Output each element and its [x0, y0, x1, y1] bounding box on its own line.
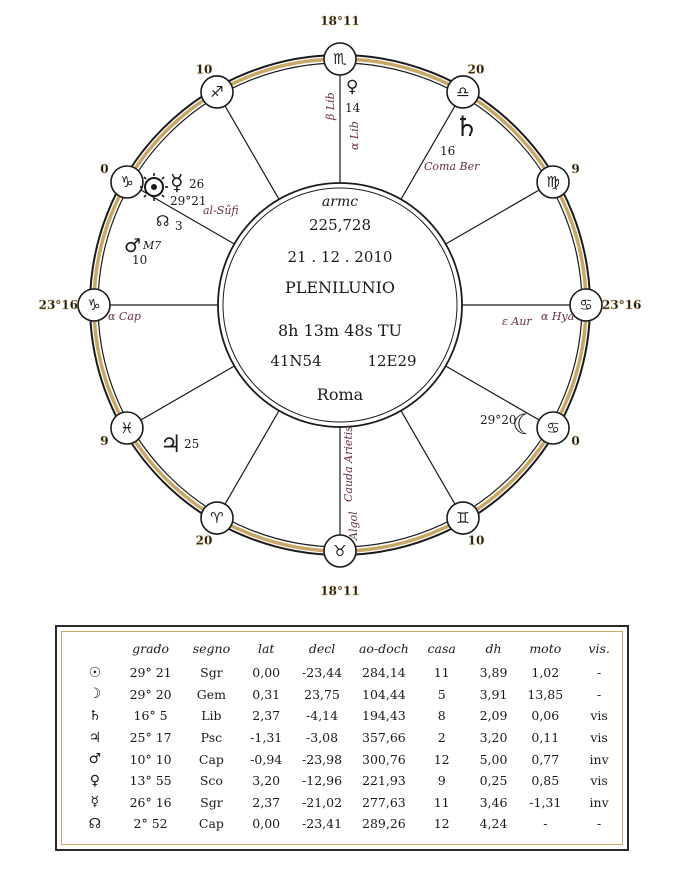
- mars-icon: ♂: [124, 235, 142, 257]
- latitude: 41N54: [270, 352, 322, 370]
- cell-dh: 3,91: [479, 686, 508, 702]
- cell-decl: -3,08: [306, 730, 339, 746]
- cell-vis: -: [597, 665, 602, 681]
- mercury-icon: ☿: [170, 171, 184, 196]
- cell-vis: -: [597, 686, 602, 702]
- virgo-icon: [537, 166, 569, 198]
- star-alpha-cap: α Cap: [108, 310, 141, 323]
- house-spoke: [219, 95, 279, 199]
- svg-text:♉: ♉: [333, 542, 347, 560]
- sun-icon: [140, 173, 168, 201]
- cell-decl: -21,02: [302, 794, 343, 810]
- cell-ao-doch: 221,93: [362, 773, 406, 789]
- cell-vis: inv: [589, 751, 609, 767]
- star-epsilon-aur: ε Aur: [502, 315, 532, 328]
- venus-degree: 14: [345, 101, 361, 115]
- cusp-degree-label: 9: [100, 434, 109, 448]
- star-alpha-lib: α Lib: [348, 121, 361, 150]
- cell-lat: 3,20: [252, 773, 281, 789]
- cell-moto: 1,02: [531, 665, 560, 681]
- cell-dh: 4,24: [479, 816, 508, 832]
- cell-lat: 0,00: [252, 665, 281, 681]
- cell-decl: -23,98: [302, 751, 343, 767]
- chart-date: 21 . 12 . 2010: [287, 248, 393, 266]
- cell-decl: -23,41: [302, 816, 343, 832]
- cell-grado: 25° 17: [129, 730, 172, 746]
- cusp-degree-label: 23°16: [602, 298, 642, 312]
- cell-vis: -: [597, 816, 602, 832]
- saturn-degree: 16: [440, 144, 456, 158]
- cell-casa: 2: [437, 730, 446, 746]
- cell-vis: inv: [589, 794, 609, 810]
- cell-casa: 5: [437, 686, 446, 702]
- cell-ao-doch: 357,66: [362, 730, 406, 746]
- star-cauda-arietis: Cauda Arietis: [342, 426, 355, 502]
- svg-text:♏: ♏: [333, 50, 347, 68]
- header-dh: dh: [485, 641, 502, 656]
- cell-ao-doch: 284,14: [362, 665, 406, 681]
- cell-decl: -23,44: [302, 665, 343, 681]
- table-row: [71, 705, 627, 727]
- star-algol: Algol: [347, 511, 360, 540]
- aries-icon: [201, 502, 233, 534]
- cell-casa: 12: [433, 816, 450, 832]
- svg-text:♋: ♋: [546, 419, 560, 437]
- cell-casa: 9: [437, 773, 446, 789]
- cell-moto: 0,06: [531, 708, 560, 724]
- svg-text:♍: ♍: [546, 173, 560, 191]
- cell-vis: vis: [590, 730, 608, 746]
- svg-text:♎: ♎: [456, 82, 470, 101]
- scorpio-icon: [324, 43, 356, 75]
- svg-text:♑: ♑: [120, 173, 134, 191]
- cell-segno: Sgr: [200, 665, 223, 681]
- cell-segno: Cap: [198, 751, 224, 767]
- saturn-icon: ♄: [454, 110, 480, 143]
- house-spoke: [446, 184, 550, 244]
- cell-dh: 0,25: [479, 773, 508, 789]
- table-header-row: [71, 635, 627, 662]
- cell-vis: vis: [590, 773, 608, 789]
- jupiter-degree: 25: [184, 437, 200, 451]
- cell-grado: 10° 10: [129, 751, 172, 767]
- cell-decl: 23,75: [304, 686, 340, 702]
- cell-grado: 16° 5: [133, 708, 168, 724]
- cusp-degree-label: 0: [100, 162, 109, 176]
- cell-lat: -1,31: [250, 730, 283, 746]
- cusp-degree-label: 0: [571, 434, 580, 448]
- cell-grado: 29° 20: [129, 686, 172, 702]
- mars-degree: 10: [132, 253, 148, 267]
- cell-grado: 13° 55: [129, 773, 172, 789]
- mars-icon: ♂: [88, 751, 102, 768]
- header-decl: decl: [308, 641, 336, 656]
- cell-casa: 12: [433, 751, 450, 767]
- cell-dh: 2,09: [479, 708, 508, 724]
- cusp-degree-label: 20: [195, 533, 213, 548]
- cell-segno: Psc: [200, 730, 223, 746]
- cusp-degree-label: 10: [195, 62, 213, 77]
- table-row: [71, 727, 627, 749]
- sagittarius-icon: [201, 76, 233, 108]
- star-al-sufi: al-Sûfi: [203, 204, 239, 217]
- cell-segno: Sgr: [200, 794, 223, 810]
- header-casa: casa: [427, 641, 456, 656]
- cell-moto: 13,85: [527, 686, 564, 702]
- venus-icon: ♀: [346, 77, 359, 97]
- svg-text:♓: ♓: [120, 419, 134, 437]
- svg-text:♋: ♋: [579, 296, 593, 314]
- cell-ao-doch: 289,26: [362, 816, 406, 832]
- cell-moto: -1,31: [529, 794, 562, 810]
- cell-grado: 2° 52: [133, 816, 168, 832]
- sun-degree: 29°21: [170, 194, 207, 208]
- cell-lat: 2,37: [252, 708, 281, 724]
- star-m7: M7: [143, 239, 162, 252]
- longitude: 12E29: [367, 352, 417, 370]
- table-row: [71, 662, 627, 684]
- header-ao-doch: ao-doch: [358, 641, 409, 656]
- table-row: [71, 792, 627, 814]
- cusp-degree-label: 18°11: [320, 14, 360, 28]
- cell-dh: 3,89: [479, 665, 508, 681]
- table-row: [71, 770, 627, 792]
- cell-lat: -0,94: [250, 751, 283, 767]
- cell-segno: Sco: [199, 773, 223, 789]
- cell-grado: 26° 16: [129, 794, 172, 810]
- cusp-degree-label: 10: [467, 533, 485, 548]
- header-symbol: [71, 635, 119, 662]
- cell-vis: vis: [590, 708, 608, 724]
- header-segno: segno: [192, 641, 231, 656]
- capricorn-icon: [78, 289, 110, 321]
- cell-moto: 0,11: [531, 730, 560, 746]
- svg-text:♑: ♑: [87, 296, 101, 314]
- place: Roma: [316, 385, 364, 404]
- cell-segno: Cap: [198, 816, 224, 832]
- moon-degree: 29°20: [480, 413, 517, 427]
- cell-segno: Gem: [196, 686, 227, 702]
- cusp-degree-label: 20: [467, 62, 485, 77]
- cell-casa: 11: [433, 665, 450, 681]
- star-coma-ber: Coma Ber: [424, 160, 480, 173]
- capricorn-icon: [111, 166, 143, 198]
- header-moto: moto: [529, 641, 562, 656]
- cusp-degree-label: 9: [571, 162, 580, 176]
- mercury-icon: ☿: [90, 794, 100, 811]
- moon-icon: ☽: [88, 686, 102, 703]
- mercury-degree: 26: [189, 177, 205, 191]
- chart-time: 8h 13m 48s TU: [278, 321, 402, 340]
- cell-moto: 0,85: [531, 773, 560, 789]
- node-degree: 3: [175, 219, 183, 233]
- venus-icon: ♀: [89, 772, 100, 789]
- cancer-icon: [537, 412, 569, 444]
- node-icon: ☊: [156, 212, 170, 230]
- cell-lat: 0,31: [252, 686, 281, 702]
- house-spoke: [130, 366, 234, 426]
- cell-ao-doch: 277,63: [362, 794, 406, 810]
- header-vis: vis.: [588, 641, 610, 656]
- house-spoke: [219, 411, 279, 515]
- node-icon: ☊: [88, 815, 102, 832]
- house-spoke: [401, 411, 461, 515]
- cell-moto: 0,77: [531, 751, 560, 767]
- cell-moto: -: [543, 816, 548, 832]
- cell-ao-doch: 104,44: [362, 686, 406, 702]
- cell-dh: 3,20: [479, 730, 508, 746]
- moon-icon: ☾: [512, 408, 538, 441]
- cell-segno: Lib: [201, 708, 222, 724]
- svg-text:♈: ♈: [210, 509, 224, 528]
- svg-text:♊: ♊: [456, 509, 470, 528]
- cell-lat: 0,00: [252, 816, 281, 832]
- cell-grado: 29° 21: [129, 665, 172, 681]
- jupiter-icon: ♃: [160, 430, 182, 458]
- cell-dh: 3,46: [479, 794, 508, 810]
- cell-casa: 11: [433, 794, 450, 810]
- cancer-icon: [570, 289, 602, 321]
- saturn-icon: ♄: [88, 707, 102, 724]
- table-row: [71, 813, 627, 835]
- star-beta-lib: β Lib: [324, 92, 337, 120]
- table-row: [71, 684, 627, 706]
- cell-lat: 2,37: [252, 794, 281, 810]
- libra-icon: [447, 76, 479, 108]
- cell-decl: -4,14: [306, 708, 339, 724]
- armc-label: armc: [321, 194, 359, 210]
- table-row: [71, 748, 627, 770]
- header-lat: lat: [257, 641, 275, 656]
- sun-icon: ☉: [88, 664, 102, 681]
- pisces-icon: [111, 412, 143, 444]
- cell-ao-doch: 300,76: [362, 751, 406, 767]
- header-grado: grado: [132, 641, 170, 656]
- cusp-degree-label: 23°16: [38, 298, 78, 312]
- star-alpha-hya: α Hya: [541, 310, 575, 323]
- event-title: PLENILUNIO: [284, 278, 396, 297]
- armc-value: 225,728: [308, 216, 372, 234]
- cell-ao-doch: 194,43: [362, 708, 406, 724]
- cell-dh: 5,00: [479, 751, 508, 767]
- cusp-degree-label: 18°11: [320, 584, 360, 598]
- gemini-icon: [447, 502, 479, 534]
- svg-text:♐: ♐: [210, 82, 224, 101]
- ephemeris-table-frame: [55, 625, 629, 851]
- jupiter-icon: ♃: [88, 729, 102, 746]
- ephemeris-table: [71, 635, 627, 835]
- cell-casa: 8: [437, 708, 446, 724]
- cell-decl: -12,96: [302, 773, 343, 789]
